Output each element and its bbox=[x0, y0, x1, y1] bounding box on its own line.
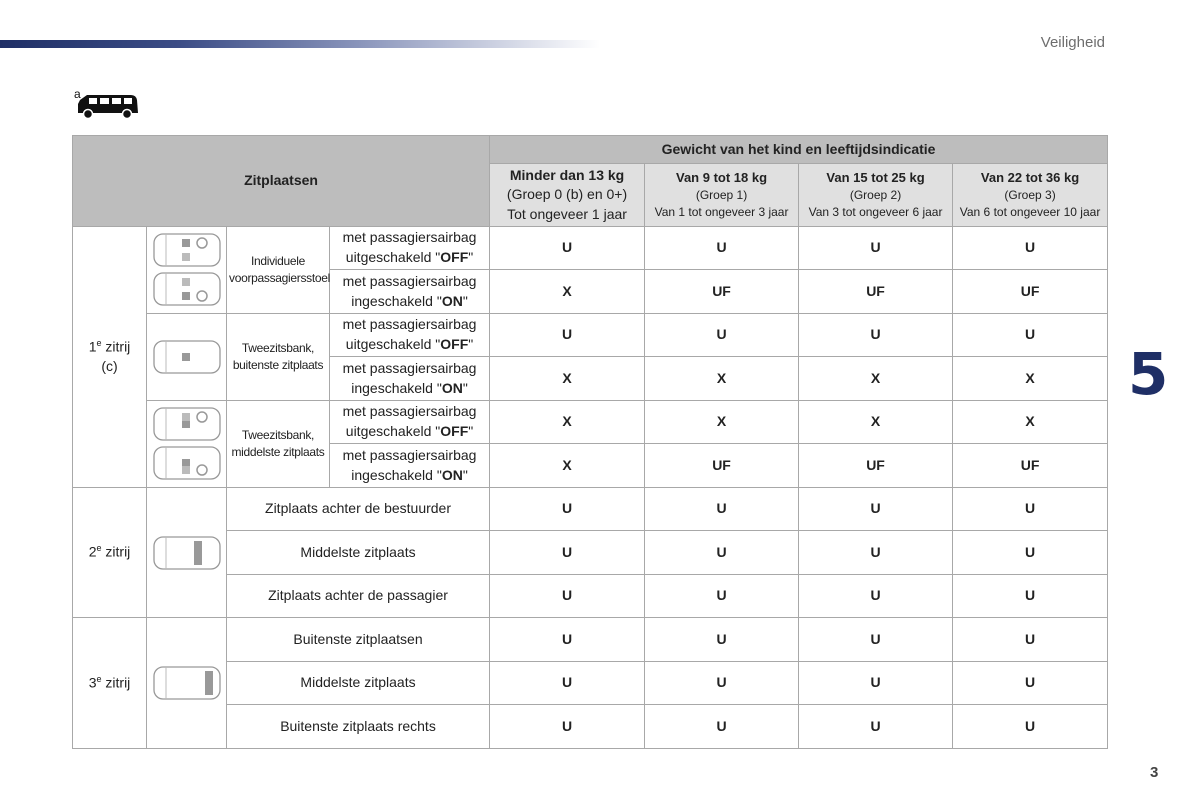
seat-type-bench-outer: Tweezitsbank, buitenste zitplaats bbox=[227, 314, 330, 401]
row-1-num: 1 bbox=[88, 338, 97, 355]
value-cell: U bbox=[953, 531, 1108, 575]
group-3-header bbox=[953, 164, 1108, 227]
row-1-text: zitrij bbox=[101, 338, 131, 355]
airbag-off-bold: OFF bbox=[440, 249, 469, 265]
airbag-off-label bbox=[330, 314, 490, 357]
group-1-group: (Groep 1) bbox=[695, 188, 748, 203]
seat-type-individual: Individuele voorpassagiersstoel bbox=[227, 227, 330, 314]
value-cell: X bbox=[799, 357, 953, 401]
row-2-seat-behind-passenger: Zitplaats achter de passagier bbox=[227, 575, 490, 618]
value-cell: U bbox=[799, 314, 953, 357]
quote-end: " bbox=[468, 249, 474, 265]
value-cell: U bbox=[953, 618, 1108, 662]
car-diagram-row-2 bbox=[147, 488, 227, 618]
group-0-header bbox=[490, 164, 645, 227]
value-cell: U bbox=[645, 227, 799, 270]
airbag-line2: uitgeschakeld " bbox=[345, 249, 441, 265]
value-cell: U bbox=[953, 662, 1108, 705]
value-cell: X bbox=[953, 401, 1108, 444]
row-2-label bbox=[73, 488, 147, 618]
airbag-off-bold: OFF bbox=[440, 423, 469, 439]
airbag-off-label bbox=[330, 227, 490, 270]
airbag-on-bold: ON bbox=[441, 379, 463, 396]
page-number: 3 bbox=[1150, 764, 1159, 781]
airbag-line1: met passagiersairbag bbox=[342, 446, 477, 463]
group-3-age: Van 6 tot ongeveer 10 jaar bbox=[959, 205, 1101, 220]
airbag-on-label bbox=[330, 357, 490, 401]
row-2-num: 2 bbox=[88, 544, 97, 561]
value-cell: X bbox=[953, 357, 1108, 401]
value-cell: U bbox=[953, 227, 1108, 270]
value-cell: U bbox=[953, 705, 1108, 749]
group-1-age: Van 1 tot ongeveer 3 jaar bbox=[654, 205, 789, 220]
airbag-line2: ingeschakeld " bbox=[351, 379, 442, 396]
group-0-title: Minder dan 13 kg bbox=[509, 166, 625, 183]
value-cell: U bbox=[490, 705, 645, 749]
value-cell: U bbox=[799, 531, 953, 575]
airbag-line2: uitgeschakeld " bbox=[345, 336, 441, 352]
value-cell: U bbox=[953, 575, 1108, 618]
value-cell: U bbox=[645, 531, 799, 575]
airbag-line1: met passagiersairbag bbox=[342, 359, 477, 376]
row-3-sup: e bbox=[96, 673, 102, 684]
value-cell: U bbox=[490, 618, 645, 662]
value-cell: U bbox=[799, 227, 953, 270]
airbag-line1: met passagiersairbag bbox=[342, 316, 477, 333]
value-cell: X bbox=[799, 401, 953, 444]
van-icon bbox=[73, 86, 141, 122]
row-1-label bbox=[73, 227, 147, 488]
quote-end: " bbox=[462, 379, 468, 396]
seat-type-bench-middle: Tweezitsbank, middelste zitplaats bbox=[227, 401, 330, 488]
airbag-line1: met passagiersairbag bbox=[342, 272, 477, 289]
airbag-on-bold: ON bbox=[441, 292, 463, 309]
value-cell: U bbox=[490, 662, 645, 705]
top-gradient-bar bbox=[0, 40, 600, 48]
quote-end: " bbox=[468, 336, 474, 352]
value-cell: X bbox=[490, 444, 645, 488]
car-diagram-bench-outer bbox=[147, 314, 227, 401]
airbag-line2: uitgeschakeld " bbox=[345, 423, 441, 439]
row-3-label bbox=[73, 618, 147, 749]
airbag-on-label bbox=[330, 270, 490, 314]
airbag-line1: met passagiersairbag bbox=[342, 229, 477, 246]
car-diagram-row-3 bbox=[147, 618, 227, 749]
row-3-outer-seats: Buitenste zitplaatsen bbox=[227, 618, 490, 662]
quote-end: " bbox=[462, 466, 468, 483]
section-title: Veiligheid bbox=[1040, 34, 1105, 51]
group-0-group: (Groep 0 (b) en 0+) bbox=[506, 186, 628, 203]
row-1-note: (c) bbox=[101, 358, 118, 375]
row-3-middle-seat: Middelste zitplaats bbox=[227, 662, 490, 705]
value-cell: X bbox=[490, 270, 645, 314]
chapter-number: 5 bbox=[1128, 340, 1169, 408]
group-0-age: Tot ongeveer 1 jaar bbox=[507, 205, 627, 222]
group-2-group: (Groep 2) bbox=[849, 188, 902, 203]
value-cell: UF bbox=[645, 444, 799, 488]
value-cell: X bbox=[490, 357, 645, 401]
row-2-seat-behind-driver: Zitplaats achter de bestuurder bbox=[227, 488, 490, 531]
group-2-header bbox=[799, 164, 953, 227]
value-cell: UF bbox=[953, 444, 1108, 488]
row-3-outer-right-seat: Buitenste zitplaats rechts bbox=[227, 705, 490, 749]
value-cell: U bbox=[490, 227, 645, 270]
group-1-title: Van 9 tot 18 kg bbox=[676, 170, 768, 186]
value-cell: UF bbox=[953, 270, 1108, 314]
airbag-on-bold: ON bbox=[441, 466, 463, 483]
value-cell: U bbox=[645, 618, 799, 662]
row-3-num: 3 bbox=[88, 674, 97, 691]
seats-header: Zitplaatsen bbox=[73, 136, 490, 227]
value-cell: UF bbox=[645, 270, 799, 314]
row-3-text: zitrij bbox=[101, 674, 131, 691]
weight-header: Gewicht van het kind en leeftijdsindicatie bbox=[490, 136, 1108, 164]
airbag-on-label bbox=[330, 444, 490, 488]
car-diagram-front-individual bbox=[147, 227, 227, 314]
airbag-line1: met passagiersairbag bbox=[342, 403, 477, 420]
quote-end: " bbox=[468, 423, 474, 439]
row-2-seat-middle: Middelste zitplaats bbox=[227, 531, 490, 575]
group-1-header bbox=[645, 164, 799, 227]
value-cell: X bbox=[490, 401, 645, 444]
airbag-off-label bbox=[330, 401, 490, 444]
row-1-sup: e bbox=[96, 338, 102, 349]
value-cell: U bbox=[799, 618, 953, 662]
child-seat-table bbox=[72, 135, 1108, 749]
value-cell: U bbox=[953, 488, 1108, 531]
row-2-text: zitrij bbox=[101, 544, 131, 561]
value-cell: U bbox=[799, 662, 953, 705]
value-cell: UF bbox=[799, 270, 953, 314]
value-cell: UF bbox=[799, 444, 953, 488]
value-cell: U bbox=[953, 314, 1108, 357]
value-cell: U bbox=[645, 662, 799, 705]
value-cell: X bbox=[645, 357, 799, 401]
value-cell: U bbox=[645, 575, 799, 618]
value-cell: X bbox=[645, 401, 799, 444]
value-cell: U bbox=[799, 705, 953, 749]
value-cell: U bbox=[645, 705, 799, 749]
value-cell: U bbox=[490, 314, 645, 357]
quote-end: " bbox=[462, 292, 468, 309]
car-diagram-bench-middle bbox=[147, 401, 227, 488]
value-cell: U bbox=[490, 575, 645, 618]
value-cell: U bbox=[799, 488, 953, 531]
airbag-line2: ingeschakeld " bbox=[351, 466, 442, 483]
value-cell: U bbox=[490, 488, 645, 531]
value-cell: U bbox=[490, 531, 645, 575]
airbag-off-bold: OFF bbox=[440, 336, 469, 352]
row-2-sup: e bbox=[96, 543, 102, 554]
group-2-age: Van 3 tot ongeveer 6 jaar bbox=[808, 205, 943, 220]
value-cell: U bbox=[645, 314, 799, 357]
group-3-title: Van 22 tot 36 kg bbox=[980, 170, 1080, 186]
airbag-line2: ingeschakeld " bbox=[351, 292, 442, 309]
group-3-group: (Groep 3) bbox=[1004, 188, 1056, 203]
van-icon-label: a bbox=[74, 87, 81, 101]
group-2-title: Van 15 tot 25 kg bbox=[826, 170, 925, 186]
value-cell: U bbox=[645, 488, 799, 531]
value-cell: U bbox=[799, 575, 953, 618]
